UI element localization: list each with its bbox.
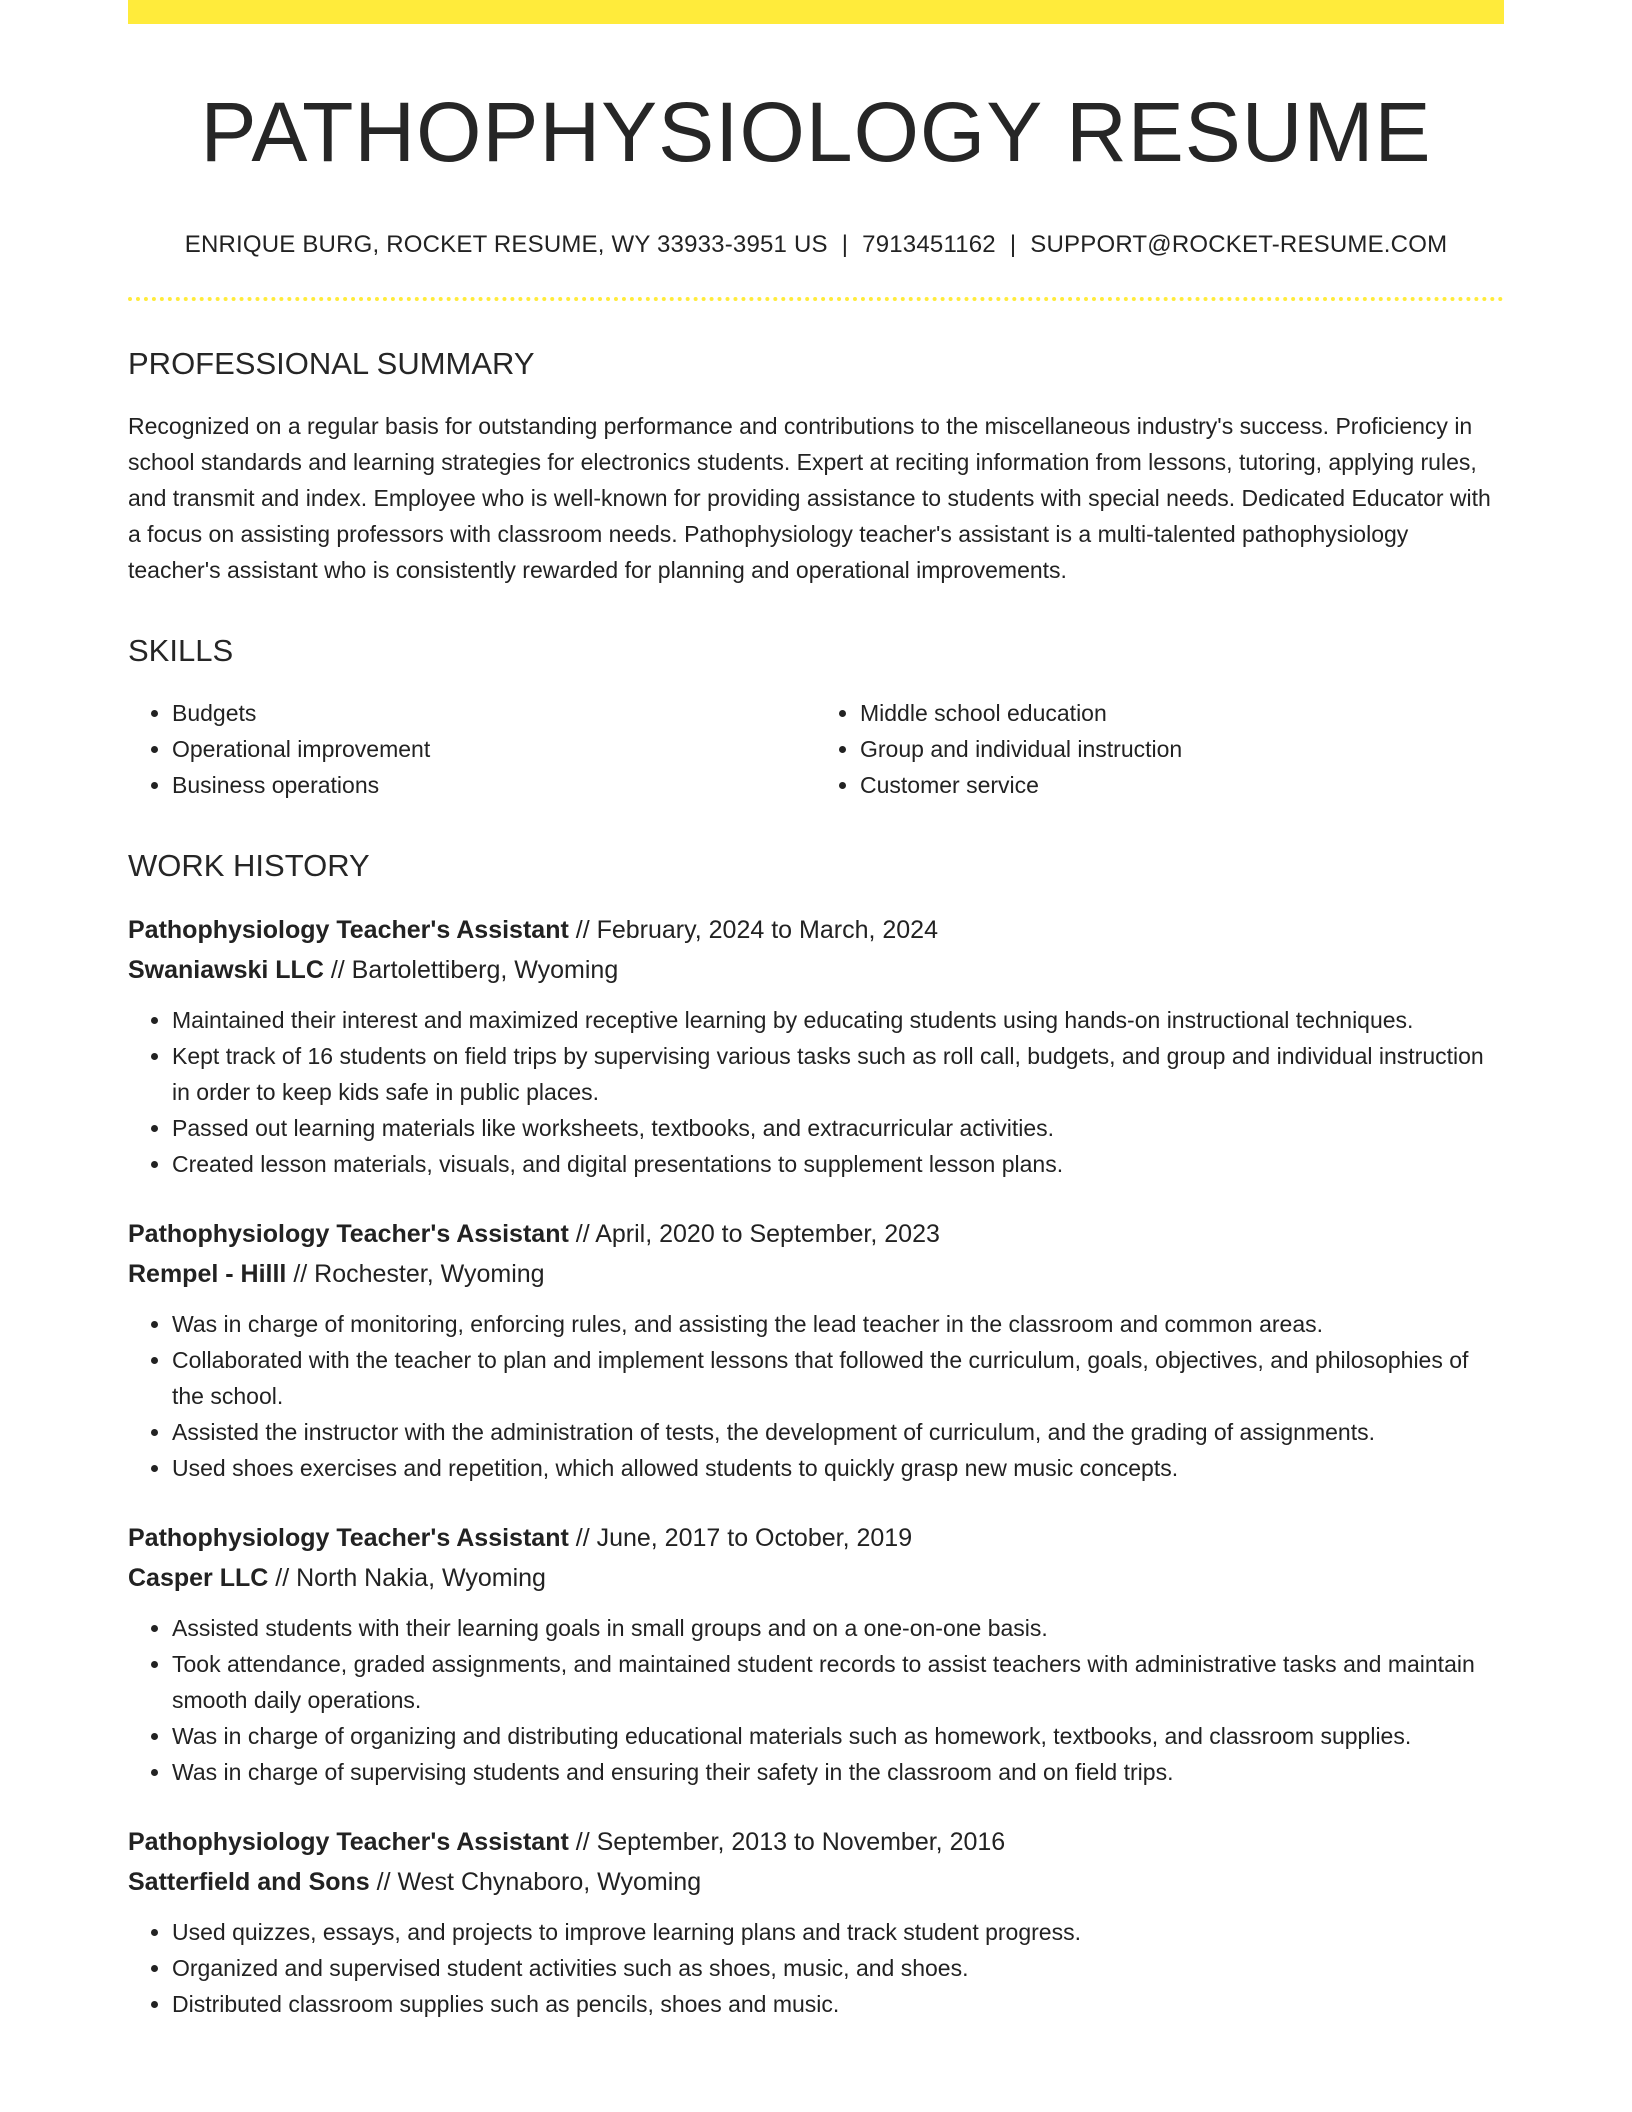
job-bullet: • Used quizzes, essays, and projects to improve learning plans and track student progress. bbox=[172, 1914, 1504, 1950]
contact-email: SUPPORT@ROCKET-RESUME.COM bbox=[1030, 230, 1448, 258]
skills-heading: SKILLS bbox=[128, 632, 234, 668]
skill-item: • Group and individual instruction bbox=[860, 731, 1504, 767]
job-entry bbox=[128, 1214, 1504, 1486]
job-title: Pathophysiology Teacher's Assistant bbox=[128, 1828, 569, 1857]
job-bullet: • Passed out learning materials like worksheets, textbooks, and extracurricular activities. bbox=[172, 1110, 1504, 1146]
skill-item: • Business operations bbox=[172, 767, 816, 803]
work-history-heading: WORK HISTORY bbox=[128, 848, 370, 884]
job-location: // West Chynaboro, Wyoming bbox=[369, 1868, 702, 1897]
job-bullet: • Used shoes exercises and repetition, which allowed students to quickly grasp new music concepts. bbox=[172, 1450, 1504, 1486]
job-bullets bbox=[128, 1610, 1504, 1790]
job-title-line bbox=[128, 1518, 1504, 1558]
job-title: Pathophysiology Teacher's Assistant bbox=[128, 1524, 569, 1553]
contact-separator: | bbox=[841, 230, 849, 258]
job-location: // Rochester, Wyoming bbox=[286, 1260, 545, 1289]
skills-column-left bbox=[128, 695, 816, 803]
job-company-line bbox=[128, 950, 1504, 990]
job-location: // Bartolettiberg, Wyoming bbox=[323, 956, 619, 985]
job-entry bbox=[128, 910, 1504, 1182]
job-bullet: • Created lesson materials, visuals, and digital presentations to supplement lesson plans. bbox=[172, 1146, 1504, 1182]
job-company: Swaniawski LLC bbox=[128, 956, 324, 985]
job-title: Pathophysiology Teacher's Assistant bbox=[128, 1220, 569, 1249]
job-dates: // June, 2017 to October, 2019 bbox=[568, 1524, 913, 1553]
job-bullet: • Was in charge of monitoring, enforcing rules, and assisting the lead teacher in the classroom and common areas. bbox=[172, 1306, 1504, 1342]
skill-item: • Middle school education bbox=[860, 695, 1504, 731]
job-bullet: • Assisted the instructor with the administration of tests, the development of curriculum, and the grading of assignments. bbox=[172, 1414, 1504, 1450]
contact-separator: | bbox=[1009, 230, 1017, 258]
job-bullet: • Took attendance, graded assignments, and maintained student records to assist teachers with administrative tasks and maintain smooth daily operations. bbox=[172, 1646, 1504, 1718]
job-bullets bbox=[128, 1306, 1504, 1486]
resume-title: PATHOPHYSIOLOGY RESUME bbox=[200, 85, 1432, 179]
job-company: Satterfield and Sons bbox=[128, 1868, 370, 1897]
job-bullet: • Organized and supervised student activities such as shoes, music, and shoes. bbox=[172, 1950, 1504, 1986]
job-dates: // September, 2013 to November, 2016 bbox=[568, 1828, 1006, 1857]
job-company-line bbox=[128, 1862, 1504, 1902]
job-entry bbox=[128, 1518, 1504, 1790]
job-title-line bbox=[128, 1822, 1504, 1862]
job-dates: // April, 2020 to September, 2023 bbox=[568, 1220, 940, 1249]
skill-item: • Customer service bbox=[860, 767, 1504, 803]
dotted-divider bbox=[128, 297, 1504, 301]
skills-list bbox=[128, 695, 1504, 803]
job-title: Pathophysiology Teacher's Assistant bbox=[128, 916, 569, 945]
skill-item: • Budgets bbox=[172, 695, 816, 731]
job-bullet: • Maintained their interest and maximized receptive learning by educating students using hands-on instructional techniques. bbox=[172, 1002, 1504, 1038]
contact-phone: 7913451162 bbox=[862, 230, 996, 258]
job-title-line bbox=[128, 1214, 1504, 1254]
job-bullet: • Was in charge of supervising students and ensuring their safety in the classroom and on field trips. bbox=[172, 1754, 1504, 1790]
job-company: Casper LLC bbox=[128, 1564, 269, 1593]
summary-text: Recognized on a regular basis for outstanding performance and contributions to the miscellaneous industry's success. Proficiency in school standards and learning strategies for electronics students. Expert at reciting information from lessons, tutoring, applying rules, and transmit and index. Employee who is well-known for providing assistance to students with special needs. Dedicated Educator with a focus on assisting professors with classroom needs. Pathophysiology teacher's assistant is a multi-talented pathophysiology teacher's assistant who is consistently rewarded for planning and operational improvements. bbox=[128, 412, 1491, 583]
job-bullet: • Distributed classroom supplies such as pencils, shoes and music. bbox=[172, 1986, 1504, 2022]
top-accent-bar bbox=[128, 0, 1504, 24]
job-title-line bbox=[128, 910, 1504, 950]
job-company-line bbox=[128, 1558, 1504, 1598]
job-bullets bbox=[128, 1914, 1504, 2022]
skill-item: • Operational improvement bbox=[172, 731, 816, 767]
job-bullet: • Kept track of 16 students on field trips by supervising various tasks such as roll call, budgets, and group and individual instruction in order to keep kids safe in public places. bbox=[172, 1038, 1504, 1110]
job-bullets bbox=[128, 1002, 1504, 1182]
skills-column-right bbox=[816, 695, 1504, 803]
contact-address: ENRIQUE BURG, ROCKET RESUME, WY 33933-3951 US bbox=[184, 230, 828, 258]
job-bullet: • Was in charge of organizing and distributing educational materials such as homework, textbooks, and classroom supplies. bbox=[172, 1718, 1504, 1754]
contact-line bbox=[128, 231, 1504, 259]
job-location: // North Nakia, Wyoming bbox=[268, 1564, 546, 1593]
job-dates: // February, 2024 to March, 2024 bbox=[568, 916, 938, 945]
job-company-line bbox=[128, 1254, 1504, 1294]
summary-heading: PROFESSIONAL SUMMARY bbox=[128, 345, 535, 381]
job-bullet: • Collaborated with the teacher to plan and implement lessons that followed the curriculum, goals, objectives, and philosophies of the school. bbox=[172, 1342, 1504, 1414]
job-bullet: • Assisted students with their learning goals in small groups and on a one-on-one basis. bbox=[172, 1610, 1504, 1646]
resume-content bbox=[128, 24, 1504, 2022]
job-company: Rempel - Hilll bbox=[128, 1260, 287, 1289]
job-entry bbox=[128, 1822, 1504, 2022]
